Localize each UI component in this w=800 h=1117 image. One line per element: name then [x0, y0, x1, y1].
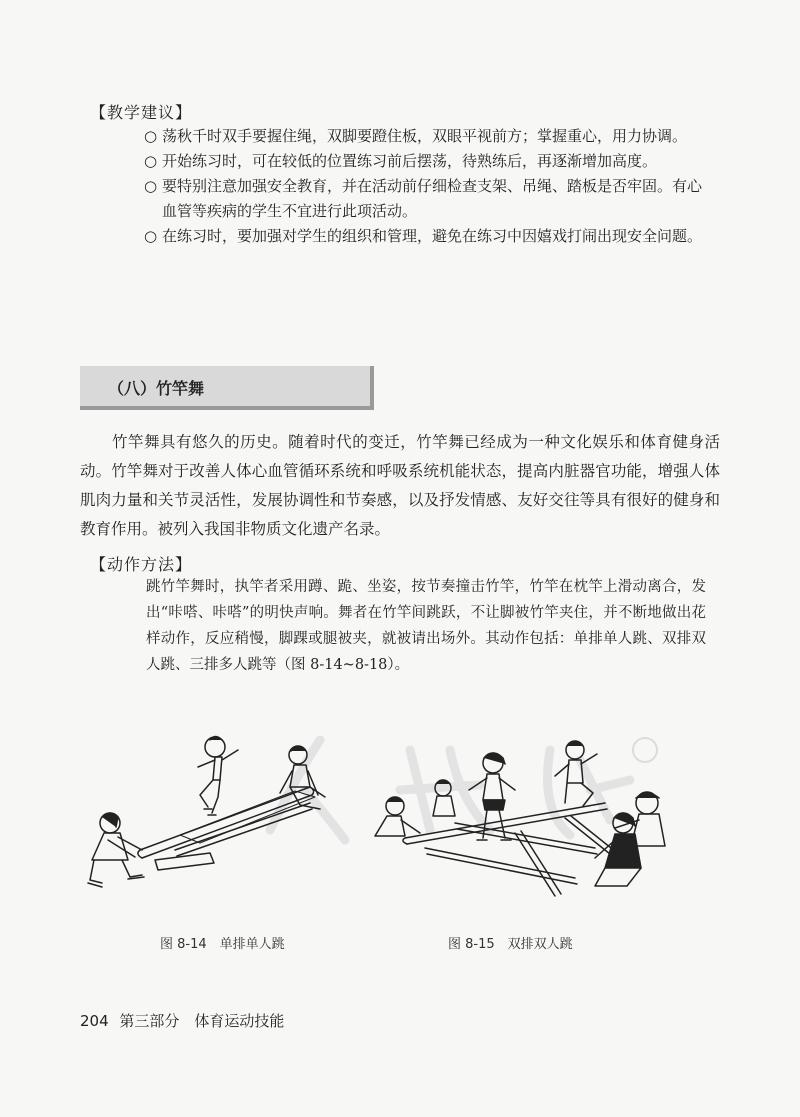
tip-text: 在练习时，要加强对学生的组织和管理，避免在练习中因嬉戏打闹出现安全问题。: [162, 227, 703, 245]
tip-text: 要特别注意加强安全教育，并在活动前仔细检查支架、吊绳、踏板是否牢固。有心血管等疾病的学生不宜进行此项活动。: [162, 177, 703, 220]
tip-item: [144, 174, 704, 224]
tip-item: [144, 224, 704, 249]
section-title: （八）竹竿舞: [108, 379, 205, 398]
circle-bullet-icon: ○: [144, 152, 158, 170]
figure-8-14-caption: 图 8-14 单排单人跳: [160, 937, 285, 952]
circle-bullet-icon: ○: [144, 127, 158, 145]
method-paragraph: 跳竹竿舞时，执竿者采用蹲、跪、坐姿，按节奏撞击竹竿，竹竿在枕竿上滑动离合，发出“咔嗒、咔嗒”的明快声响。舞者在竹竿间跳跃，不让脚被竹竿夹住，并不断地做出花样动作，反应稍慢，脚踝或腿被夹，就被请出场外。其动作包括：单排单人跳、双排双人跳、三排多人跳等（图 8-14~8-18）。: [146, 579, 706, 673]
intro-paragraph: 竹竿舞具有悠久的历史。随着时代的变迁，竹竿舞已经成为一种文化娱乐和体育健身活动。竹竿舞对于改善人体心血管循环系统和呼吸系统机能状态，提高内脏器官功能，增强人体肌肉力量和关节灵活性，发展协调性和节奏感，以及抒发情感、友好交往等具有很好的健身和教育作用。被列入我国非物质文化遗产名录。: [80, 433, 720, 538]
teaching-tips-heading: 【教学建议】: [90, 103, 193, 122]
section-title-box: [80, 366, 374, 410]
figure-8-15-illustration: [365, 728, 695, 908]
tip-item: [144, 149, 704, 174]
circle-bullet-icon: ○: [144, 177, 158, 195]
tip-text: 荡秋千时双手要握住绳，双脚要蹬住板，双眼平视前方；掌握重心，用力协调。: [162, 127, 688, 145]
tip-text: 开始练习时，可在较低的位置练习前后摆荡，待熟练后，再逐渐增加高度。: [162, 152, 658, 170]
part-title: 第三部分 体育运动技能: [119, 1012, 285, 1030]
circle-bullet-icon: ○: [144, 227, 158, 245]
teaching-tips-list: [144, 124, 704, 249]
method-heading: 【动作方法】: [90, 555, 193, 574]
page-footer: [80, 1010, 284, 1031]
page-number: 204: [80, 1012, 109, 1030]
tip-item: [144, 124, 704, 149]
figure-8-15-caption: 图 8-15 双排双人跳: [448, 937, 573, 952]
figure-8-14-illustration: [80, 725, 360, 905]
